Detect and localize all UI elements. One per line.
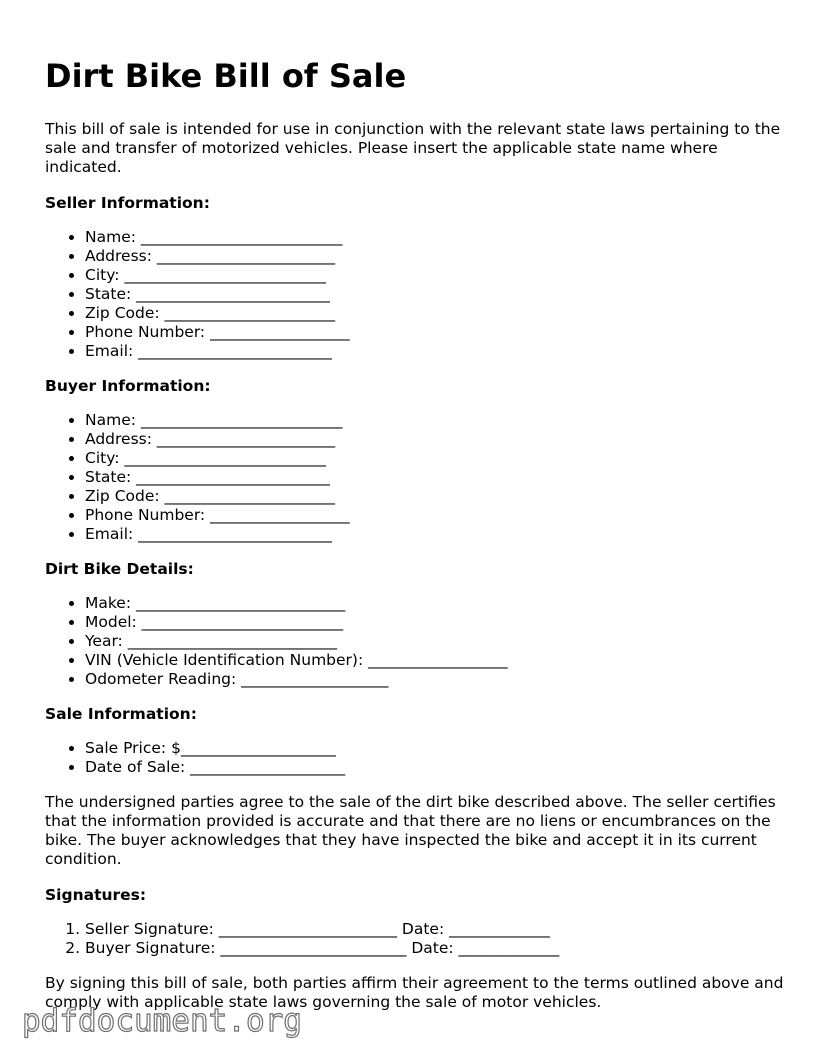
bike-heading: Dirt Bike Details: [45,560,194,578]
sale-date-field: • Date of Sale: ____________________ [85,758,785,777]
buyer-address-field: • Address: _______________________ [85,430,785,449]
buyer-city-field: • City: __________________________ [85,449,785,468]
document-page [45,56,785,1029]
seller-name-field: • Name: __________________________ [85,228,785,247]
sale-heading: Sale Information: [45,705,197,723]
seller-city-field: • City: __________________________ [85,266,785,285]
bike-year-field: • Year: ___________________________ [85,632,785,651]
bike-fields [45,594,785,689]
site-watermark: pdfdocument.org [22,1003,302,1039]
buyer-state-field: • State: _________________________ [85,468,785,487]
bike-odometer-field: • Odometer Reading: ___________________ [85,670,785,689]
buyer-email-field: • Email: _________________________ [85,525,785,544]
buyer-signature-line: 2. Buyer Signature: ________________________ Date: _____________ [85,939,785,958]
bike-make-field: • Make: ___________________________ [85,594,785,613]
buyer-zip-field: • Zip Code: ______________________ [85,487,785,506]
signature-lines [45,920,785,958]
seller-address-field: • Address: _______________________ [85,247,785,266]
bike-model-field: • Model: __________________________ [85,613,785,632]
seller-heading: Seller Information: [45,194,210,212]
seller-email-field: • Email: _________________________ [85,342,785,361]
buyer-phone-field: • Phone Number: __________________ [85,506,785,525]
sale-fields [45,739,785,777]
seller-state-field: • State: _________________________ [85,285,785,304]
intro-paragraph: This bill of sale is intended for use in conjunction with the relevant state laws pertaining to the sale and transfer of motorized vehicles. Please insert the applicable state name where indicated. [45,120,781,176]
bike-vin-field: • VIN (Vehicle Identification Number): __________________ [85,651,785,670]
document-title: Dirt Bike Bill of Sale [45,57,407,95]
seller-zip-field: • Zip Code: ______________________ [85,304,785,323]
closing-paragraph: By signing this bill of sale, both parties affirm their agreement to the terms outlined above and comply with applicable state laws governing the sale of motor vehicles. [45,974,784,1011]
signatures-heading: Signatures: [45,886,147,904]
agreement-paragraph: The undersigned parties agree to the sale of the dirt bike described above. The seller certifies that the information provided is accurate and that there are no liens or encumbrances on the bike. The buyer acknowledges that they have inspected the bike and accept it in its current condition. [45,793,776,868]
seller-signature-line: 1. Seller Signature: _______________________ Date: _____________ [85,920,785,939]
buyer-heading: Buyer Information: [45,377,211,395]
sale-price-field: • Sale Price: $____________________ [85,739,785,758]
buyer-fields [45,411,785,544]
seller-phone-field: • Phone Number: __________________ [85,323,785,342]
buyer-name-field: • Name: __________________________ [85,411,785,430]
seller-fields [45,228,785,361]
